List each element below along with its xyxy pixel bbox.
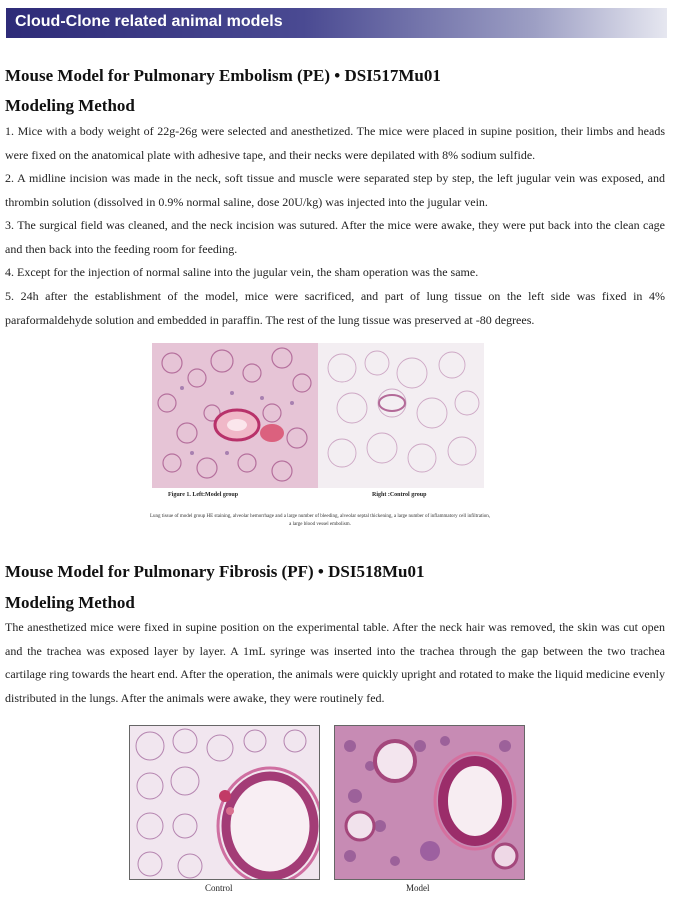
- pe-model-title: Mouse Model for Pulmonary Embolism (PE) • DSI517Mu01: [5, 66, 441, 85]
- pe-figure-caption: Lung tissue of model group HE staining, alveolar hemorrhage and a large number of bleeding, alveolar septal thickening, a large number of inflammatory cell infiltration, a large blood vessel embolism.: [150, 514, 490, 527]
- pe-step-4: 4. Except for the injection of normal saline into the jugular vein, the sham operation was the same.: [5, 265, 479, 279]
- pe-step-2: 2. A midline incision was made in the neck, soft tissue and muscle were separated step by step, the left jugular vein was exposed, and thrombin solution (dissolved in 0.9% normal saline, dose 20U/kg) was injected into the jugular vein.: [5, 171, 665, 209]
- pe-method-heading: Modeling Method: [5, 96, 135, 115]
- section-banner: [6, 8, 667, 38]
- pe-figure-right-label: Right :Control group: [372, 492, 427, 498]
- banner-title: Cloud-Clone related animal models: [15, 13, 283, 30]
- pf-method-heading: Modeling Method: [5, 593, 135, 612]
- pf-control-image: [129, 725, 320, 880]
- pe-figure-left-label: Figure 1. Left:Model group: [168, 492, 239, 498]
- pf-model-title: Mouse Model for Pulmonary Fibrosis (PF) • DSI518Mu01: [5, 562, 425, 581]
- pe-step-5: 5. 24h after the establishment of the model, mice were sacrificed, and part of lung tissue on the left side was fixed in 4% paraformaldehyde solution and embedded in paraffin. The rest of the lung tissue was preserved at -80 degrees.: [5, 289, 665, 327]
- pe-step-1: 1. Mice with a body weight of 22g-26g were selected and anesthetized. The mice were placed in supine position, their limbs and heads were fixed on the anatomical plate with adhesive tape, and their necks were depilated with 8% sodium sulfide.: [5, 124, 665, 162]
- pf-control-label: Control: [205, 883, 233, 893]
- pf-model-image: [334, 725, 525, 880]
- pf-model-label: Model: [406, 883, 430, 893]
- pe-step-3: 3. The surgical field was cleaned, and the neck incision was sutured. After the mice were awake, they were put back into the clean cage and then back into the feeding room for feeding.: [5, 218, 665, 256]
- pf-method-text: The anesthetized mice were fixed in supine position on the experimental table. After the neck hair was removed, the skin was cut open and the trachea was exposed layer by layer. A 1mL syringe was inserted into the trachea through the gap between the two trachea cartilage ring towards the heart end. After the operation, the animals were quickly upright and rotated to make the liquid medicine evenly distributed in the lungs. After the animals were awake, they were routinely fed.: [5, 620, 665, 705]
- pe-histology-image: [152, 343, 484, 488]
